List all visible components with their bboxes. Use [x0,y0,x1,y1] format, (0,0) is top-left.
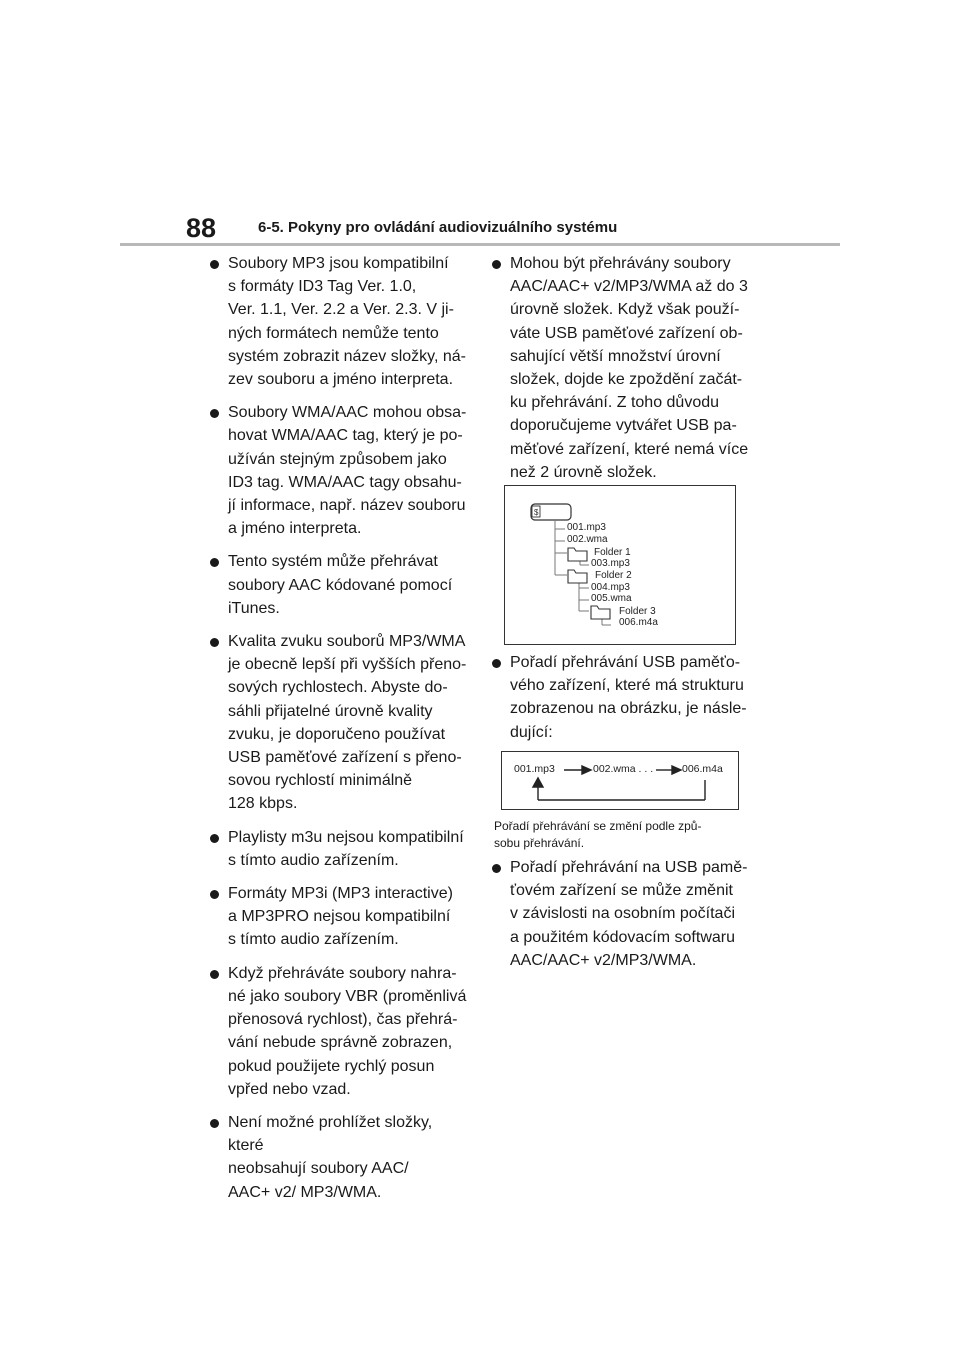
list-item-text: Pořadí přehrávání na USB pamě- ťovém zařízení se může změnit v závislosti na osobním počítači a použitém kódovacím softwaru AAC/AAC+ v2/MP3/WMA. [510,859,748,969]
folder-icon [568,570,587,583]
folder-tree-diagram [504,485,736,645]
flow-item: 001.mp3 [514,763,555,775]
file-label: 006.m4a [619,617,658,628]
list-item-text: Mohou být přehrávány soubory AAC/AAC+ v2/MP3/WMA až do 3 úrovně složek. Když však použí- váte USB paměťové zařízení ob- sahující větší množství úrovní složek, dojde ke zpoždění začát- ku přehrávání. Z toho důvodu doporučujeme vytvářet USB pa- měťové zařízení, které nemá více než 2 úrovně složek. [510,255,749,481]
list-item-text: Playlisty m3u nejsou kompatibilní s tímto audio zařízením. [228,828,464,869]
list-item [210,252,470,391]
file-label: 004.mp3 [591,582,630,593]
bullet-icon [492,864,501,873]
list-item-text: Není možné prohlížet složky, které neobsahují soubory AAC/ AAC+ v2/ MP3/WMA. [228,1113,433,1201]
list-item [210,630,470,816]
folder-label: Folder 2 [595,570,632,581]
list-item-text: Kvalita zvuku souborů MP3/WMA je obecně lepší při vyšších přeno- sových rychlostech. Abyste do- sáhli přijatelné úrovně kvality zvuku, je doporučeno používat USB paměťové zařízení s přeno- sovou rychlostí minimálně 128 kbps. [228,633,467,813]
page-number: 88 [186,213,217,243]
list-item-text: Soubory WMA/AAC mohou obsa- hovat WMA/AAC tag, který je po- užíván stejným způsobem jako ID3 tag. WMA/AAC tagy obsahu- jí informace, např. název souboru a jméno interpreta. [228,404,467,538]
playback-order-diagram [501,751,739,810]
right-column-bottom [492,856,754,982]
list-item [210,1111,470,1204]
bullet-icon [210,970,219,979]
list-item-text: Pořadí přehrávání USB paměťo- vého zařízení, které má strukturu zobrazenou na obrázku, je násle- dující: [510,654,747,741]
list-item [492,856,754,972]
file-label: 002.wma [567,534,608,545]
list-item [210,550,470,620]
usb-drive-icon [531,504,571,520]
bullet-icon [210,558,219,567]
list-item [492,252,754,484]
folder-label: Folder 3 [619,606,656,617]
right-column [492,252,754,494]
right-column-lower [492,651,754,754]
list-item [210,826,470,872]
file-label: 001.mp3 [567,522,606,533]
bullet-icon [210,834,219,843]
bullet-icon [492,659,501,668]
list-item-text: Tento systém může přehrávat soubory AAC kódované pomocí iTunes. [228,553,453,617]
folder-icon [568,548,587,561]
bullet-icon [210,1119,219,1128]
svg-text:$: $ [534,508,539,517]
bullet-icon [210,260,219,269]
bullet-icon [210,409,219,418]
bullet-icon [210,638,219,647]
list-item-text: Formáty MP3i (MP3 interactive) a MP3PRO nejsou kompatibilní s tímto audio zařízením. [228,885,453,949]
folder-label: Folder 1 [594,547,631,558]
list-item-text: Soubory MP3 jsou kompatibilní s formáty ID3 Tag Ver. 1.0, Ver. 1.1, Ver. 2.2 a Ver. 2.3. V ji- ných formátech nemůže tento systém zobrazit název složky, ná- zev souboru a jméno interpreta. [228,255,467,389]
file-label: 003.mp3 [591,558,630,569]
list-item [210,401,470,540]
file-label: 005.wma [591,593,632,604]
list-item [492,651,754,744]
left-column [210,252,470,1214]
header-divider [120,243,840,246]
bullet-icon [210,890,219,899]
section-title: 6-5. Pokyny pro ovládání audiovizuálního systému [258,219,618,236]
list-item [210,882,470,952]
folder-icon [591,606,610,619]
flow-arrows [502,752,740,811]
diagram-caption: Pořadí přehrávání se změní podle způ- sobu přehrávání. [494,819,702,850]
flow-item: 006.m4a [682,763,723,775]
list-item [210,962,470,1101]
flow-item: 002.wma . . . [593,763,654,775]
list-item-text: Když přehráváte soubory nahra- né jako soubory VBR (proměnlivá přenosová rychlost), čas přehrá- vání nebude správně zobrazen, pokud použijete rychlý posun vpřed nebo vzad. [228,964,467,1098]
bullet-icon [492,260,501,269]
